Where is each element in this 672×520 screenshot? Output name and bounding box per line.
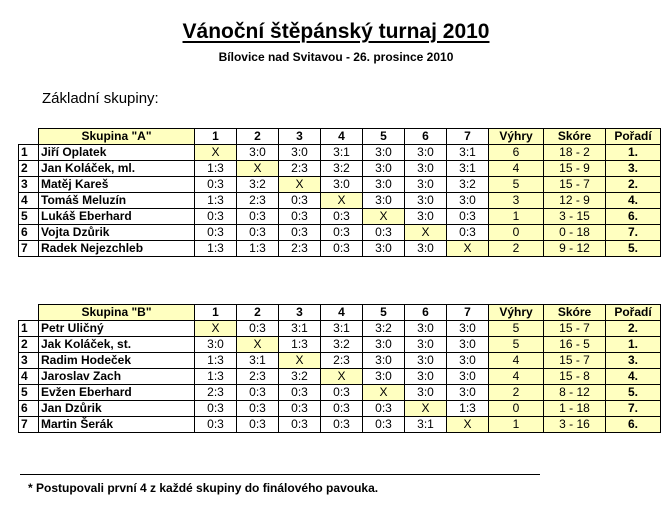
match-score: 3:1 [279, 321, 321, 337]
score-value: 15 - 9 [544, 161, 606, 177]
self-cell: X [405, 401, 447, 417]
player-name: Vojta Dzůrik [39, 225, 195, 241]
col-header: 2 [237, 129, 279, 145]
score-value: 0 - 18 [544, 225, 606, 241]
rank-value: 5. [606, 385, 661, 401]
col-header: 3 [279, 129, 321, 145]
match-score: 3:0 [363, 177, 405, 193]
match-score: 3:1 [321, 145, 363, 161]
match-score: 3:0 [363, 193, 405, 209]
group-a-table [18, 128, 661, 257]
wins-value: 1 [489, 209, 544, 225]
table-row [19, 209, 661, 225]
rank-value: 1. [606, 145, 661, 161]
rank-value: 7. [606, 401, 661, 417]
table-row [19, 385, 661, 401]
rank-value: 4. [606, 193, 661, 209]
player-name: Jaroslav Zach [39, 369, 195, 385]
wins-value: 3 [489, 193, 544, 209]
table-row [19, 193, 661, 209]
col-header: 4 [321, 129, 363, 145]
rank-header: Pořadí [606, 305, 661, 321]
rank-value: 2. [606, 321, 661, 337]
match-score: 3:0 [447, 353, 489, 369]
score-value: 15 - 7 [544, 321, 606, 337]
player-name: Jan Koláček, ml. [39, 161, 195, 177]
match-score: 2:3 [195, 385, 237, 401]
match-score: 1:3 [195, 193, 237, 209]
match-score: 0:3 [195, 417, 237, 433]
match-score: 3:0 [363, 337, 405, 353]
col-header: 6 [405, 129, 447, 145]
row-number: 2 [19, 337, 39, 353]
rank-value: 4. [606, 369, 661, 385]
match-score: 1:3 [447, 401, 489, 417]
row-number: 6 [19, 225, 39, 241]
row-number: 1 [19, 321, 39, 337]
score-value: 15 - 8 [544, 369, 606, 385]
self-cell: X [279, 353, 321, 369]
rank-value: 1. [606, 337, 661, 353]
match-score: 0:3 [195, 209, 237, 225]
table-row [19, 177, 661, 193]
player-name: Lukáš Eberhard [39, 209, 195, 225]
table-row [19, 401, 661, 417]
match-score: 3:0 [405, 145, 447, 161]
wins-value: 2 [489, 385, 544, 401]
self-cell: X [279, 177, 321, 193]
match-score: 0:3 [279, 417, 321, 433]
player-name: Jiří Oplatek [39, 145, 195, 161]
match-score: 0:3 [237, 225, 279, 241]
match-score: 2:3 [279, 161, 321, 177]
col-header: 7 [447, 129, 489, 145]
match-score: 3:0 [447, 193, 489, 209]
score-value: 1 - 18 [544, 401, 606, 417]
col-header: 3 [279, 305, 321, 321]
match-score: 3:0 [405, 161, 447, 177]
match-score: 0:3 [279, 209, 321, 225]
row-number: 1 [19, 145, 39, 161]
rank-value: 2. [606, 177, 661, 193]
player-name: Radek Nejezchleb [39, 241, 195, 257]
score-value: 15 - 7 [544, 353, 606, 369]
match-score: 3:0 [363, 241, 405, 257]
match-score: 3:0 [447, 369, 489, 385]
match-score: 0:3 [363, 401, 405, 417]
row-number: 4 [19, 193, 39, 209]
col-header: 1 [195, 129, 237, 145]
wins-value: 0 [489, 401, 544, 417]
match-score: 2:3 [237, 193, 279, 209]
score-value: 15 - 7 [544, 177, 606, 193]
match-score: 3:0 [363, 369, 405, 385]
match-score: 2:3 [321, 353, 363, 369]
player-name: Tomáš Meluzín [39, 193, 195, 209]
match-score: 0:3 [195, 225, 237, 241]
match-score: 0:3 [321, 241, 363, 257]
player-name: Jan Dzůrik [39, 401, 195, 417]
self-cell: X [321, 193, 363, 209]
rank-value: 3. [606, 161, 661, 177]
match-score: 3:0 [405, 177, 447, 193]
score-header: Skóre [544, 129, 606, 145]
match-score: 3:0 [405, 241, 447, 257]
wins-value: 5 [489, 177, 544, 193]
group-title: Skupina "A" [39, 129, 195, 145]
self-cell: X [363, 209, 405, 225]
wins-value: 1 [489, 417, 544, 433]
self-cell: X [195, 145, 237, 161]
match-score: 3:2 [321, 161, 363, 177]
wins-value: 5 [489, 337, 544, 353]
player-name: Radim Hodeček [39, 353, 195, 369]
match-score: 3:0 [363, 145, 405, 161]
self-cell: X [447, 417, 489, 433]
wins-header: Výhry [489, 305, 544, 321]
match-score: 0:3 [321, 385, 363, 401]
match-score: 0:3 [321, 225, 363, 241]
match-score: 0:3 [237, 401, 279, 417]
table-row [19, 353, 661, 369]
match-score: 3:2 [321, 337, 363, 353]
wins-value: 2 [489, 241, 544, 257]
match-score: 3:0 [405, 385, 447, 401]
row-number: 7 [19, 417, 39, 433]
match-score: 0:3 [447, 209, 489, 225]
score-value: 3 - 15 [544, 209, 606, 225]
wins-value: 0 [489, 225, 544, 241]
rank-value: 6. [606, 417, 661, 433]
match-score: 3:0 [447, 385, 489, 401]
match-score: 3:0 [405, 353, 447, 369]
match-score: 3:0 [405, 209, 447, 225]
match-score: 3:0 [405, 337, 447, 353]
wins-value: 6 [489, 145, 544, 161]
match-score: 0:3 [321, 417, 363, 433]
match-score: 0:3 [279, 193, 321, 209]
col-header: 2 [237, 305, 279, 321]
row-number: 2 [19, 161, 39, 177]
match-score: 0:3 [195, 401, 237, 417]
col-header: 4 [321, 305, 363, 321]
col-header: 5 [363, 129, 405, 145]
player-name: Matěj Kareš [39, 177, 195, 193]
match-score: 0:3 [321, 401, 363, 417]
table-row [19, 417, 661, 433]
col-header: 1 [195, 305, 237, 321]
match-score: 3:1 [405, 417, 447, 433]
match-score: 3:0 [363, 161, 405, 177]
match-score: 0:3 [237, 417, 279, 433]
player-name: Evžen Eberhard [39, 385, 195, 401]
match-score: 3:1 [447, 145, 489, 161]
match-score: 1:3 [195, 161, 237, 177]
wins-header: Výhry [489, 129, 544, 145]
match-score: 3:0 [363, 353, 405, 369]
self-cell: X [405, 225, 447, 241]
row-number: 6 [19, 401, 39, 417]
table-row [19, 161, 661, 177]
match-score: 0:3 [321, 209, 363, 225]
match-score: 3:0 [405, 193, 447, 209]
match-score: 0:3 [447, 225, 489, 241]
row-number: 3 [19, 353, 39, 369]
self-cell: X [363, 385, 405, 401]
match-score: 0:3 [237, 321, 279, 337]
match-score: 0:3 [279, 225, 321, 241]
match-score: 1:3 [195, 241, 237, 257]
match-score: 0:3 [363, 417, 405, 433]
col-header: 5 [363, 305, 405, 321]
match-score: 3:0 [195, 337, 237, 353]
match-score: 1:3 [195, 369, 237, 385]
row-number: 5 [19, 209, 39, 225]
match-score: 2:3 [237, 369, 279, 385]
self-cell: X [447, 241, 489, 257]
score-value: 8 - 12 [544, 385, 606, 401]
score-value: 18 - 2 [544, 145, 606, 161]
row-number: 3 [19, 177, 39, 193]
player-name: Petr Uličný [39, 321, 195, 337]
match-score: 3:0 [237, 145, 279, 161]
col-header: 7 [447, 305, 489, 321]
header-row [19, 305, 661, 321]
row-number: 5 [19, 385, 39, 401]
table-row [19, 337, 661, 353]
header-blank [19, 129, 39, 145]
table-row [19, 321, 661, 337]
header-blank [19, 305, 39, 321]
table-row [19, 241, 661, 257]
group-b-table [18, 304, 661, 433]
tournament-title: Vánoční štěpánský turnaj 2010 [182, 20, 490, 43]
footer-divider [20, 474, 540, 475]
match-score: 1:3 [195, 353, 237, 369]
score-value: 16 - 5 [544, 337, 606, 353]
col-header: 6 [405, 305, 447, 321]
score-value: 9 - 12 [544, 241, 606, 257]
rank-value: 6. [606, 209, 661, 225]
match-score: 0:3 [237, 385, 279, 401]
match-score: 3:1 [321, 321, 363, 337]
rank-value: 7. [606, 225, 661, 241]
match-score: 3:2 [237, 177, 279, 193]
table-row [19, 145, 661, 161]
group-title: Skupina "B" [39, 305, 195, 321]
table-row [19, 369, 661, 385]
self-cell: X [237, 337, 279, 353]
match-score: 3:0 [405, 321, 447, 337]
match-score: 2:3 [279, 241, 321, 257]
match-score: 0:3 [279, 385, 321, 401]
match-score: 3:0 [447, 321, 489, 337]
wins-value: 4 [489, 353, 544, 369]
match-score: 3:1 [447, 161, 489, 177]
match-score: 3:2 [447, 177, 489, 193]
match-score: 1:3 [237, 241, 279, 257]
score-value: 3 - 16 [544, 417, 606, 433]
wins-value: 4 [489, 161, 544, 177]
player-name: Martin Šerák [39, 417, 195, 433]
match-score: 0:3 [279, 401, 321, 417]
score-value: 12 - 9 [544, 193, 606, 209]
rank-header: Pořadí [606, 129, 661, 145]
section-heading: Základní skupiny: [42, 90, 159, 107]
header-row [19, 129, 661, 145]
rank-value: 5. [606, 241, 661, 257]
match-score: 3:2 [363, 321, 405, 337]
match-score: 3:0 [279, 145, 321, 161]
match-score: 3:0 [321, 177, 363, 193]
rank-value: 3. [606, 353, 661, 369]
match-score: 0:3 [195, 177, 237, 193]
match-score: 3:0 [447, 337, 489, 353]
table-row [19, 225, 661, 241]
wins-value: 4 [489, 369, 544, 385]
match-score: 0:3 [363, 225, 405, 241]
player-name: Jak Koláček, st. [39, 337, 195, 353]
match-score: 3:0 [405, 369, 447, 385]
wins-value: 5 [489, 321, 544, 337]
footnote: * Postupovali první 4 z každé skupiny do finálového pavouka. [28, 481, 379, 495]
match-score: 3:2 [279, 369, 321, 385]
row-number: 7 [19, 241, 39, 257]
self-cell: X [321, 369, 363, 385]
tournament-subtitle: Bílovice nad Svitavou - 26. prosince 2010 [218, 50, 454, 64]
match-score: 1:3 [279, 337, 321, 353]
match-score: 3:1 [237, 353, 279, 369]
score-header: Skóre [544, 305, 606, 321]
self-cell: X [195, 321, 237, 337]
self-cell: X [237, 161, 279, 177]
match-score: 0:3 [237, 209, 279, 225]
row-number: 4 [19, 369, 39, 385]
